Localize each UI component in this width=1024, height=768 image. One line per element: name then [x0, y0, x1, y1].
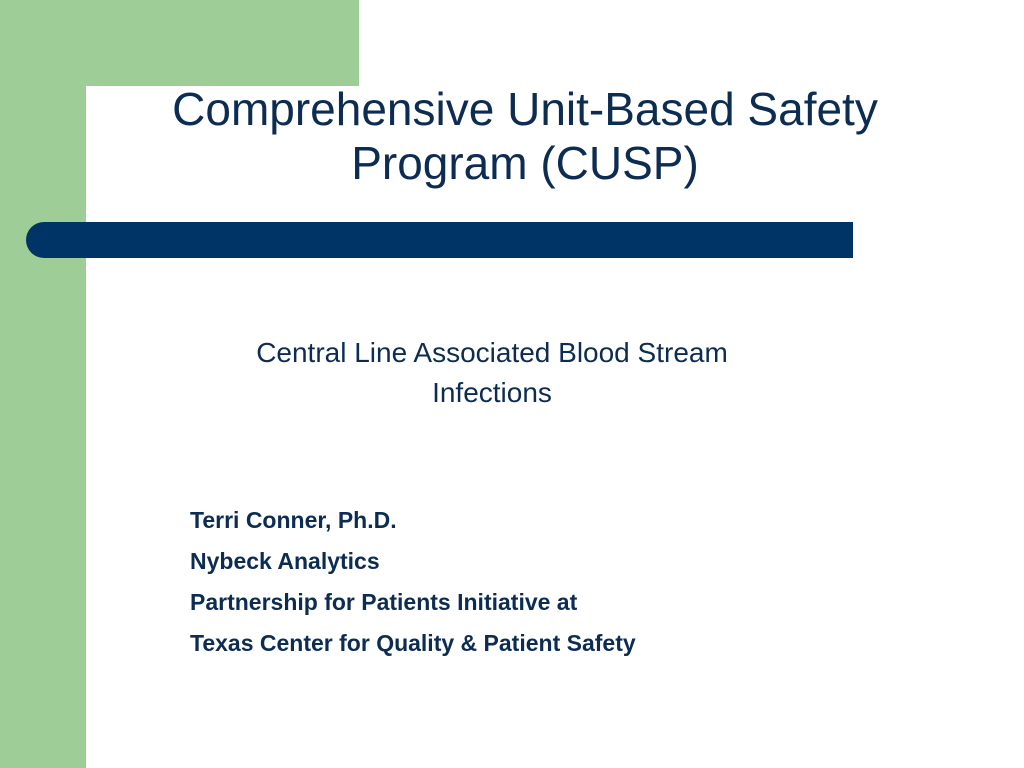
- presenter-organization: Nybeck Analytics: [190, 548, 380, 574]
- presenter-name: Terri Conner, Ph.D.: [190, 507, 397, 533]
- slide-subtitle-line-2: Infections: [432, 377, 552, 408]
- presenter-info: [190, 500, 636, 664]
- slide-subtitle-line-1: Central Line Associated Blood Stream: [256, 337, 728, 368]
- presenter-affiliation: Texas Center for Quality & Patient Safety: [190, 630, 636, 656]
- slide-subtitle: [180, 333, 804, 413]
- decorative-green-band-left: [0, 0, 86, 768]
- presenter-initiative: Partnership for Patients Initiative at: [190, 589, 578, 615]
- decorative-navy-bar: [26, 222, 853, 258]
- slide-title-line-2: Program (CUSP): [351, 137, 699, 189]
- slide-title: [110, 82, 940, 190]
- decorative-green-band-top: [0, 0, 359, 86]
- slide-title-line-1: Comprehensive Unit-Based Safety: [172, 83, 878, 135]
